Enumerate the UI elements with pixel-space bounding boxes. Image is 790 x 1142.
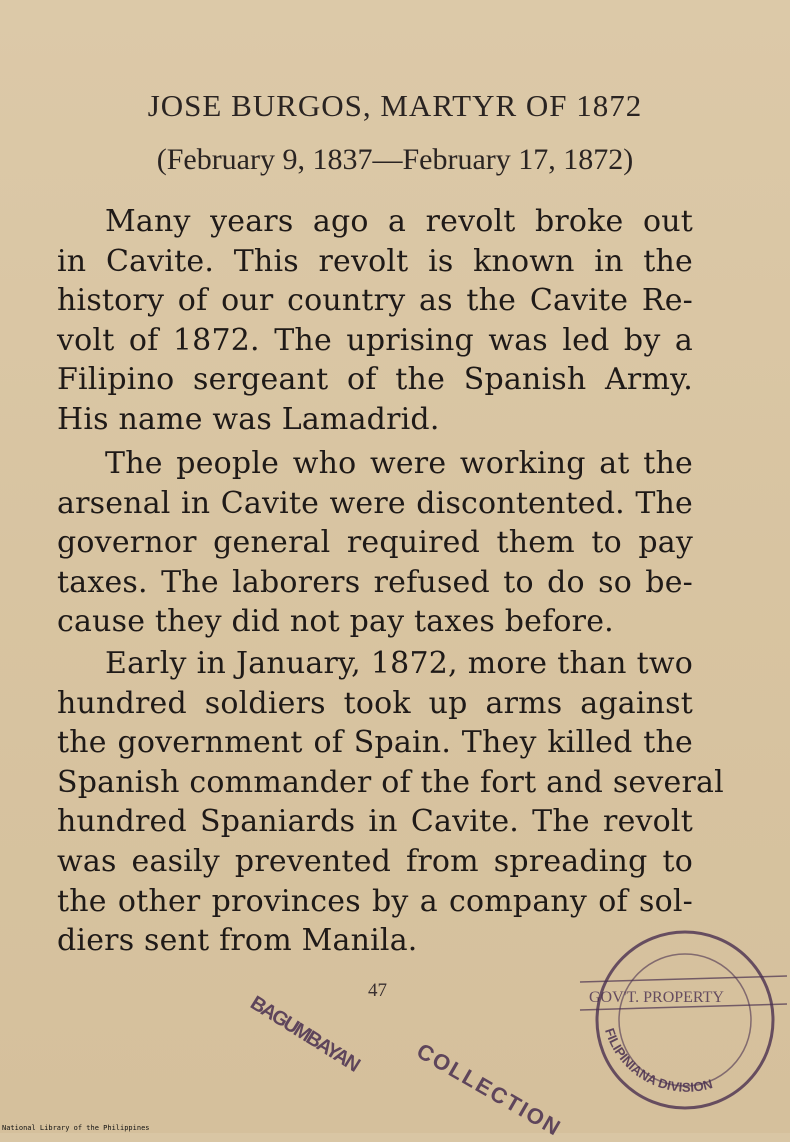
paragraph-line: the other provinces by a company of sol- (57, 883, 693, 919)
collection-stamp-name: BAGUMBAYAN (246, 992, 363, 1076)
seal-bottom-text: FILIPINIANA DIVISION (602, 1026, 715, 1095)
paragraph-line: the government of Spain. They killed the (57, 725, 693, 761)
paragraph-2 (57, 444, 693, 642)
paragraph-line: His name was Lamadrid. (57, 401, 440, 437)
page-number: 47 (368, 980, 387, 1001)
paragraph-line: taxes. The laborers refused to do so be- (57, 564, 693, 600)
paragraph-line: was easily prevented from spreading to (57, 843, 693, 879)
paragraph-line: governor general required them to pay (57, 525, 693, 561)
svg-text:FILIPINIANA DIVISION (602, 1026, 714, 1095)
page-title: JOSE BURGOS, MARTYR OF 1872 (147, 88, 643, 123)
paragraph-line: in Cavite. This revolt is known in the (57, 243, 693, 279)
footer-credit: National Library of the Philippines (2, 1124, 150, 1132)
paragraph-1 (57, 202, 693, 440)
paragraph-line: volt of 1872. The uprising was led by a (57, 322, 693, 358)
paragraph-line: hundred Spaniards in Cavite. The revolt (57, 804, 693, 840)
library-seal-icon (575, 910, 790, 1110)
paragraph-line: diers sent from Manila. (57, 923, 418, 959)
paragraph-line: hundred soldiers took up arms against (57, 685, 693, 721)
paragraph-line: Spanish commander of the fort and several (57, 764, 724, 800)
paragraph-line: Many years ago a revolt broke out (105, 204, 693, 239)
paragraph-line: Early in January, 1872, more than two (105, 646, 693, 681)
paragraph-line: Filipino sergeant of the Spanish Army. (57, 362, 693, 398)
seal-top-text: GOV'T. PROPERTY (589, 989, 724, 1006)
collection-stamp-word: COLLECTION (412, 1038, 567, 1142)
paragraph-line: arsenal in Cavite were discontented. The (57, 485, 693, 521)
paragraph-line: cause they did not pay taxes before. (57, 604, 614, 640)
paragraph-line: The people who were working at the (105, 446, 693, 481)
page-subtitle-dates: (February 9, 1837—February 17, 1872) (156, 143, 634, 176)
paragraph-line: history of our country as the Cavite Re- (57, 283, 693, 319)
